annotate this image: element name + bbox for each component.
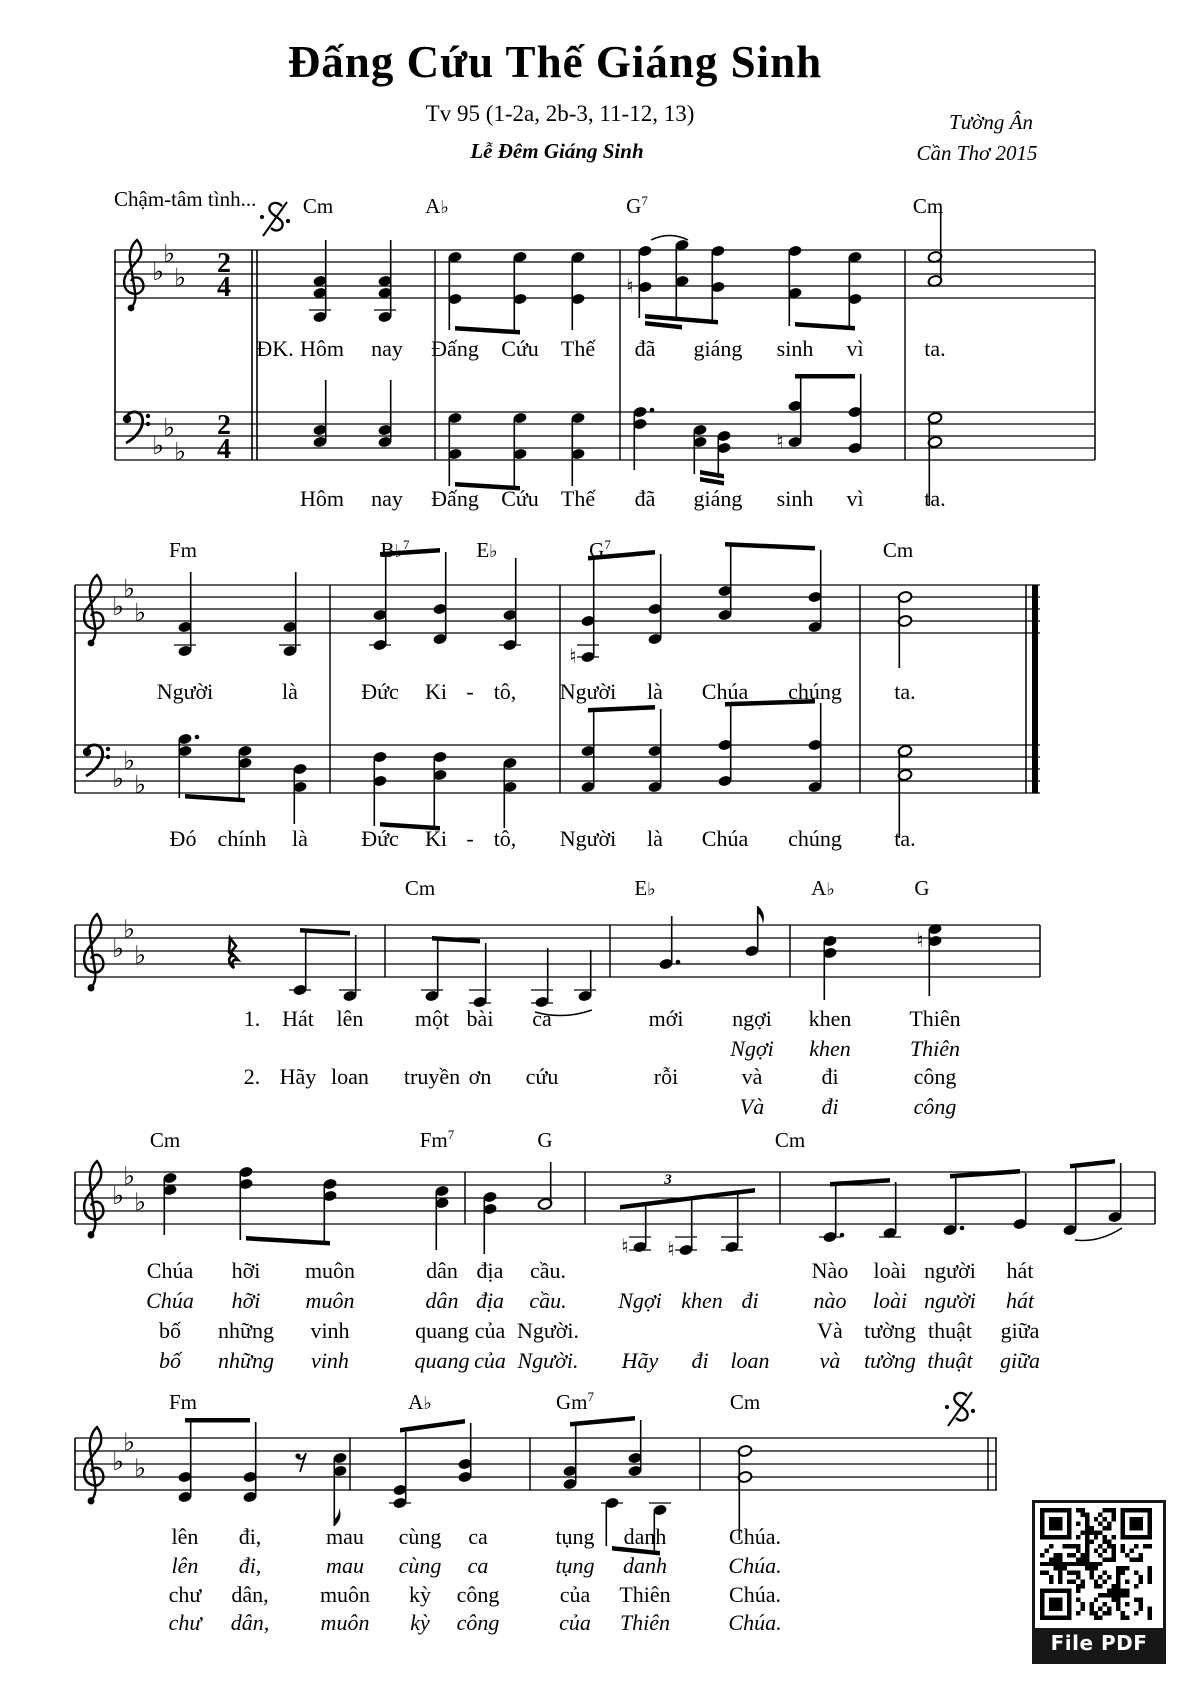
chord-label: A♭ [811,876,835,900]
beam [645,321,682,330]
lyric-syllable: những [218,1318,274,1343]
flat-sign-icon: ♭ [174,263,186,292]
lyric-syllable: Người [156,679,214,704]
lyric-syllable: là [282,679,298,704]
lyric-syllable: giữa [999,1348,1041,1373]
segno-icon [260,202,290,236]
lyric-syllable: đi [821,1064,839,1089]
lyric-syllable: muôn [320,1610,370,1635]
natural-sign-icon: ♮ [667,1237,675,1261]
flat-sign-icon: ♭ [123,914,135,944]
beam [185,794,245,803]
flat-sign-icon: ♭ [163,413,175,442]
lyric-syllable: Đức [361,826,399,851]
lyric-syllable: khen [681,1288,723,1313]
beam [455,326,520,335]
lyric-syllable: mau [326,1553,364,1578]
chord-label: Cm [912,194,944,218]
lyric-syllable: Ki [425,679,447,704]
lyric-syllable: Chúa [701,826,749,851]
lyric-syllable: Nào [811,1258,849,1283]
chord-label: Cm [729,1390,761,1414]
lyric-syllable: địa [475,1288,505,1313]
lyric-syllable: - [466,826,474,851]
chord-label: A♭ [425,194,449,218]
lyric-syllable: loan [730,1348,770,1373]
lyric-syllable: Thế [560,336,596,361]
chord-label: Cm [404,876,436,900]
lyric-syllable: cầu. [529,1288,567,1313]
treble-clef-icon [84,914,103,991]
system-3 [75,906,1040,1016]
lyric-syllable: Chúa. [729,1524,781,1549]
treble-clef-icon [84,1427,103,1504]
natural-sign-icon: ♮ [916,928,924,952]
natural-sign-icon: ♮ [621,1234,629,1258]
lyric-syllable: chính [217,826,267,851]
lyric-syllable: công [913,1064,957,1089]
lyric-syllable: lên [171,1524,199,1549]
flat-sign-icon: ♭ [134,1453,146,1483]
beam [185,1418,250,1423]
lyric-syllable: là [292,826,308,851]
lyric-syllable: cùng [398,1524,442,1549]
note-flag-icon [758,906,764,924]
beam [795,322,855,331]
beam [700,477,724,486]
lyric-syllable: lên [336,1006,364,1031]
flat-sign-icon: ♭ [134,770,146,799]
lyric-syllable: Ngợi [618,1288,662,1313]
occasion-label: Lễ Đêm Giáng Sinh [470,139,644,163]
lyric-syllable: Đấng [431,336,479,361]
lyric-syllable: Chúa. [729,1582,781,1607]
lyric-syllable: lên [171,1553,199,1578]
lyric-syllable: Và [739,1094,765,1119]
lyric-syllable: chúng [788,826,842,851]
beam [588,705,655,713]
time-signature: 4 [217,272,231,303]
lyric-syllable: chư [168,1610,202,1635]
lyric-syllable: truyền [403,1064,461,1089]
lyric-syllable: giữa [1000,1318,1040,1343]
lyric-syllable: những [218,1348,274,1373]
lyric-syllable: - [466,679,474,704]
time-signature: 4 [217,434,231,465]
lyric-syllable: Người [559,679,617,704]
system-4 [75,1159,1155,1261]
lyric-syllable: của [474,1348,506,1373]
chord-label: E♭ [634,876,656,900]
lyric-syllable: Hãy [621,1348,659,1373]
flat-sign-icon: ♭ [174,437,186,466]
lyric-syllable: ngợi [732,1006,772,1031]
chord-label: Cm [149,1128,181,1152]
natural-sign-icon: ♮ [626,274,634,298]
lyric-syllable: hỡi [231,1258,261,1283]
lyric-syllable: ta. [924,486,946,511]
lyric-syllable: sinh [776,336,814,361]
lyric-syllable: đã [634,336,656,361]
flat-sign-icon: ♭ [112,1447,124,1476]
chord-label: G [914,876,930,900]
chord-label: Cm [882,538,914,562]
lyric-syllable: tụng [555,1524,595,1549]
lyric-syllable: chúng [788,679,842,704]
bass-clef-icon [123,412,150,443]
flat-sign-icon: ♭ [112,934,124,963]
lyric-syllable: khen [809,1036,851,1061]
lyric-syllable: dân [425,1288,459,1313]
composer-name: Tường Ân [949,110,1033,134]
lyric-syllable: hỡi [231,1288,261,1313]
flat-sign-icon: ♭ [134,1187,146,1217]
lyric-syllable: của [559,1610,591,1635]
flat-sign-icon: ♭ [112,1181,124,1210]
lyric-syllable: hát [1006,1258,1034,1283]
tie-slur [1075,1228,1122,1241]
lyric-syllable: đã [634,486,656,511]
flat-sign-icon: ♭ [123,1161,135,1191]
flat-sign-icon: ♭ [152,431,164,460]
lyric-syllable: địa [476,1258,504,1283]
lyric-syllable: vinh [311,1348,349,1373]
time-signature: 2 [217,248,231,279]
lyric-syllable: ĐK. [256,336,294,361]
natural-sign-icon: ♮ [776,429,784,453]
lyric-syllable: ca [468,1524,488,1549]
lyric-syllable: vì [846,486,864,511]
lyric-syllable: Thiên [909,1006,961,1031]
lyric-syllable: hát [1005,1288,1035,1313]
lyric-syllable: danh [623,1553,667,1578]
lyric-syllable: kỳ [409,1582,431,1607]
augmentation-dot [960,1226,965,1231]
flat-sign-icon: ♭ [112,764,124,793]
lyric-syllable: quang [414,1348,470,1373]
beam [950,1169,1020,1179]
chord-label: Cm [774,1128,806,1152]
lyric-syllable: cùng [398,1553,442,1578]
beam [432,936,480,944]
flat-sign-icon: ♭ [112,592,124,621]
flat-sign-icon: ♭ [123,1427,135,1457]
tuplet-number: 3 [664,1172,672,1188]
chord-label: B♭$^7$ [380,537,410,562]
tempo-marking: Chậm-tâm tình... [114,187,257,211]
bass-clef-icon [83,745,110,776]
chord-label: Fm [168,1390,198,1414]
lyric-syllable: nào [813,1288,847,1313]
lyric-syllable: và [819,1348,841,1373]
lyric-syllable: vì [846,336,864,361]
lyric-syllable: của [559,1582,591,1607]
lyric-syllable: là [647,826,663,851]
lyric-syllable: công [456,1582,500,1607]
lyric-syllable: người [924,1288,976,1313]
lyric-syllable: Chúa [146,1258,194,1283]
chord-label: Fm$^7$ [419,1127,455,1152]
treble-clef-icon [84,575,103,646]
lyric-syllable: Và [817,1318,843,1343]
lyric-syllable: Hôm [300,486,344,511]
lyric-syllable: sinh [776,486,814,511]
lyric-syllable: Cứu [501,336,539,361]
system-5 [75,1389,997,1556]
treble-clef-icon [84,1161,103,1238]
augmentation-dot [650,408,655,413]
lyric-syllable: kỳ [410,1610,430,1635]
lyric-syllable: người [924,1258,976,1283]
chord-label: E♭ [476,538,498,562]
lyric-syllable: muôn [304,1258,356,1283]
lyric-syllable: một [414,1006,450,1031]
flat-sign-icon: ♭ [152,257,164,286]
lyric-syllable: loài [873,1258,907,1283]
beam [570,1416,635,1427]
lyric-syllable: chư [168,1582,202,1607]
chord-label: $G^7$ [626,193,648,218]
augmentation-dot [840,1233,845,1238]
beam [725,542,815,551]
beam [400,1419,465,1433]
chord-label: Fm [168,538,198,562]
lyric-syllable: 2. [243,1064,261,1089]
lyric-syllable: loan [331,1064,369,1089]
beam [246,1236,330,1246]
lyric-syllable: quang [415,1318,469,1343]
chord-label: $G^7$ [589,537,611,562]
lyric-syllable: và [741,1064,763,1089]
lyric-syllable: tô, [493,679,517,704]
chord-label: Gm$^7$ [556,1389,594,1414]
chord-label: G [537,1128,553,1152]
beam [700,470,724,479]
lyric-syllable: vinh [310,1318,350,1343]
eighth-rest-icon [295,1453,306,1472]
lyric-syllable: đi, [238,1553,262,1578]
psalm-reference: Tv 95 (1-2a, 2b-3, 11-12, 13) [425,101,695,126]
lyric-syllable: Chúa [146,1288,194,1313]
lyric-syllable: nay [371,486,403,511]
lyric-syllable: ơn [468,1064,492,1089]
beam [795,374,855,379]
lyric-syllable: ca [532,1006,552,1031]
lyric-syllable: Thiên [909,1036,961,1061]
lyric-syllable: muôn [319,1582,371,1607]
lyric-syllable: mới [648,1006,684,1031]
treble-clef-icon [124,240,143,311]
lyric-syllable: loài [872,1288,908,1313]
lyric-syllable: dân [426,1258,458,1283]
lyric-syllable: Người [559,826,617,851]
lyric-syllable: bố [159,1348,181,1373]
lyric-syllable: 1. [243,1006,261,1031]
page-title: Đấng Cứu Thế Giáng Sinh [287,37,823,87]
augmentation-dot [676,960,681,965]
lyric-syllable: rỗi [653,1064,679,1089]
flat-sign-icon: ♭ [134,598,146,627]
beam [1070,1159,1115,1169]
lyric-syllable: đi, [238,1524,262,1549]
lyric-syllable: Chúa. [728,1553,782,1578]
lyric-syllable: ta. [924,336,946,361]
chord-label: A♭ [408,1390,432,1414]
lyric-syllable: muôn [305,1288,355,1313]
beam [620,1188,755,1210]
lyric-syllable: thuật [928,1318,972,1343]
lyric-syllable: công [456,1610,500,1635]
lyric-syllable: Thế [560,486,596,511]
augmentation-dot [195,735,200,740]
lyric-syllable: dân, [231,1582,269,1607]
flat-sign-icon: ♭ [123,746,135,775]
place-year: Cần Thơ 2015 [916,141,1038,165]
lyric-syllable: dân, [230,1610,270,1635]
lyric-syllable: đi [741,1288,759,1313]
lyric-syllable: tụng [555,1553,595,1578]
lyric-syllable: Đấng [431,486,479,511]
lyric-syllable: tường [864,1318,916,1343]
lyric-syllable: giáng [693,336,743,361]
lyric-syllable: Chúa [701,679,749,704]
lyric-syllable: Đó [169,826,197,851]
flat-sign-icon: ♭ [163,239,175,268]
chord-label: Cm [302,194,334,218]
lyric-syllable: Thiên [619,1610,671,1635]
lyric-syllable: cầu. [529,1258,567,1283]
qr-code [1035,1503,1163,1628]
lyric-syllable: danh [623,1524,667,1549]
lyric-syllable: Hát [282,1006,314,1031]
lyric-syllable: Chúa. [728,1610,782,1635]
pdf-file-label: File PDF [1035,1628,1163,1661]
lyric-syllable: mau [326,1524,364,1549]
pdf-qr-badge [1032,1500,1166,1664]
lyric-syllable: của [474,1318,506,1343]
lyric-syllable: là [647,679,663,704]
natural-sign-icon: ♮ [569,644,577,668]
lyric-syllable: Thiên [619,1582,671,1607]
tie-slur [651,236,688,241]
lyric-syllable: Người. [516,1318,580,1343]
beam [300,928,350,936]
lyric-syllable: nay [371,336,403,361]
lyric-syllable: Ki [425,826,447,851]
lyric-syllable: ca [467,1553,489,1578]
lyric-syllable: đi [821,1094,839,1119]
lyric-syllable: cứu [525,1064,559,1089]
flat-sign-icon: ♭ [134,940,146,970]
lyric-syllable: Đức [361,679,399,704]
lyric-syllable: Hôm [300,336,344,361]
lyric-syllable: Hãy [279,1064,317,1089]
lyric-syllable: bài [466,1006,494,1031]
lyric-syllable: thuật [927,1348,973,1373]
lyric-syllable: khen [808,1006,852,1031]
lyric-syllable: bố [159,1318,181,1343]
lyric-syllable: Cứu [501,486,539,511]
lyric-syllable: công [913,1094,957,1119]
lyric-syllable: ta. [894,679,916,704]
time-signature: 2 [217,410,231,441]
lyric-syllable: tô, [493,826,517,851]
segno-icon [945,1392,975,1426]
lyric-syllable: giáng [693,486,743,511]
lyric-syllable: tường [864,1348,916,1373]
flat-sign-icon: ♭ [123,574,135,603]
lyric-syllable: Ngợi [730,1036,774,1061]
lyric-syllable: ta. [894,826,916,851]
lyric-syllable: đi [691,1348,709,1373]
lyric-syllable: Người. [517,1348,579,1373]
